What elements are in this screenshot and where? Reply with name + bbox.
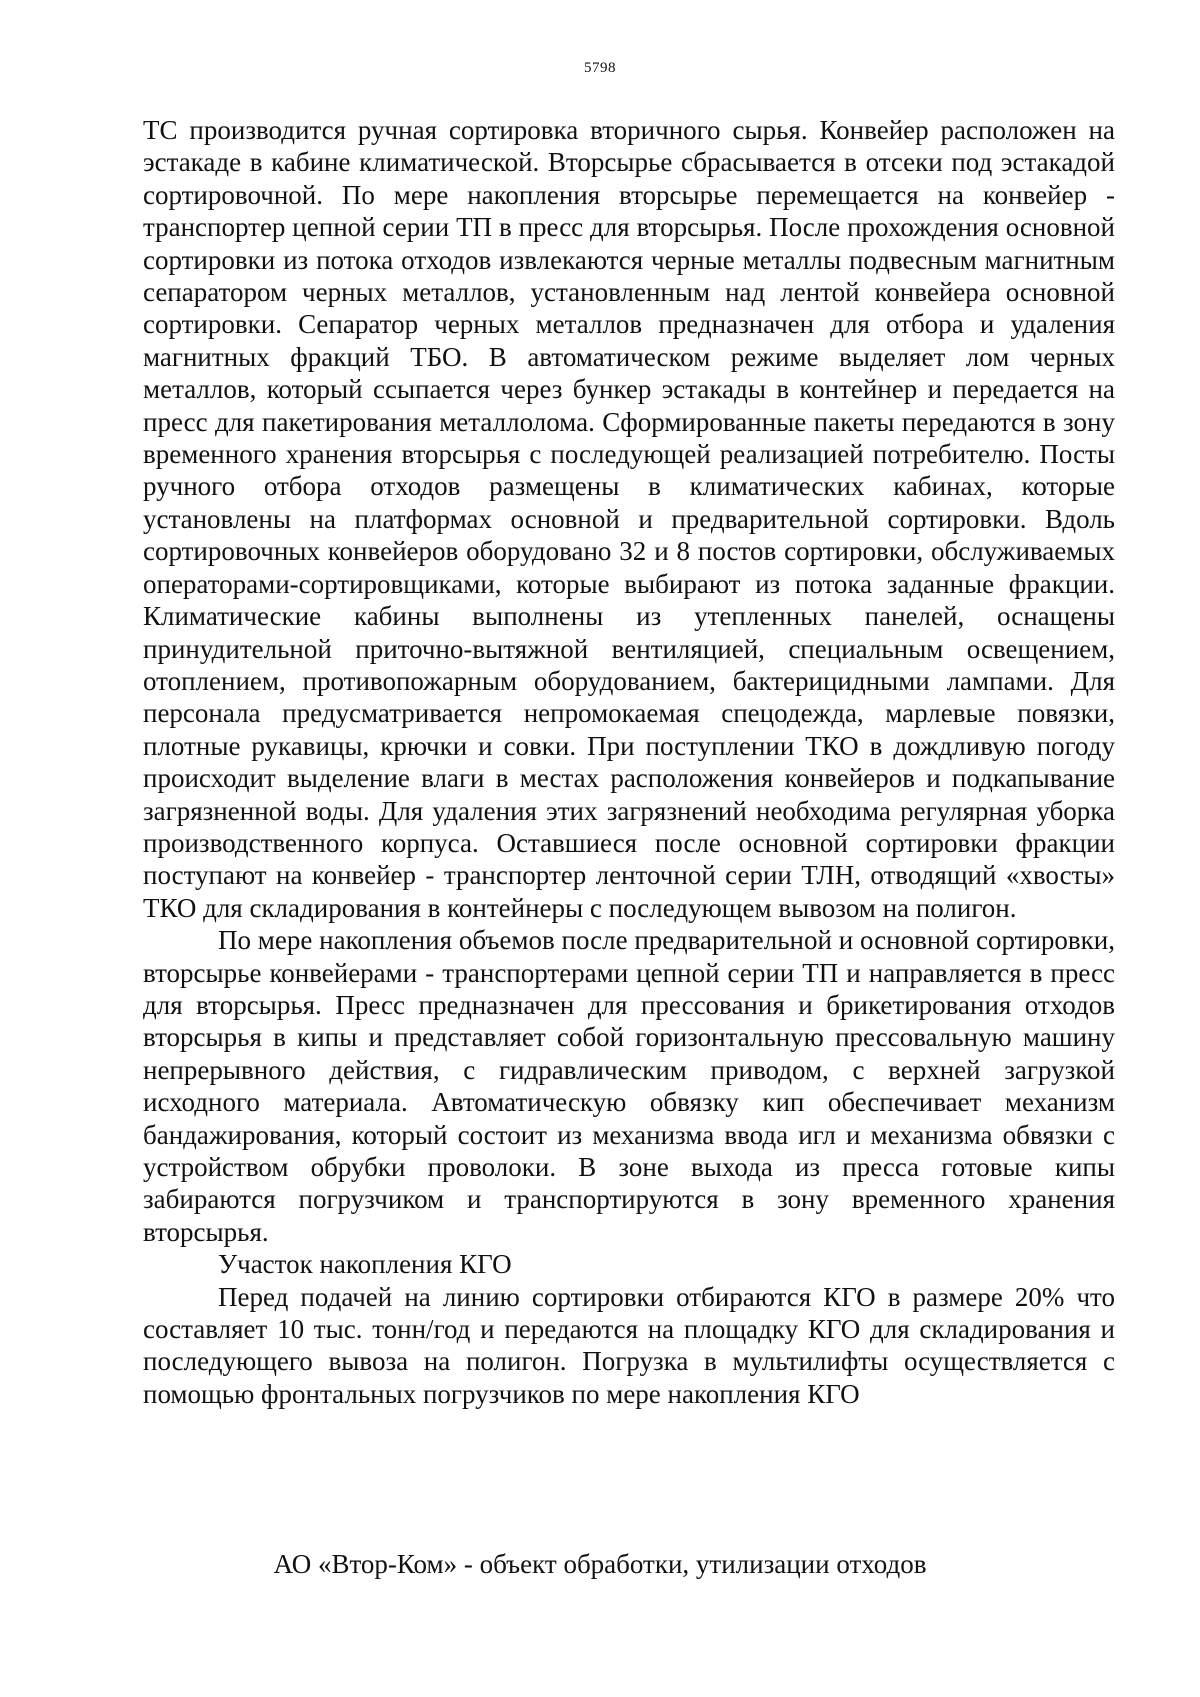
page-footer: АО «Втор-Ком» - объект обработки, утилизации отходов	[273, 1549, 927, 1579]
section-heading-kgo: Участок накопления КГО	[218, 1249, 512, 1280]
page-number: 5798	[584, 60, 616, 76]
paragraph-sorting-process: ТС производится ручная сортировка вторичного сырья. Конвейер расположен на эстакаде в кабине климатической. Вторсырье сбрасывается в отсеки под эстакадой сортировочной. По мере накопления вторсырье перемещается на конвейер - транспортер цепной серии ТП в пресс для вторсырья. После прохождения основной сортировки из потока отходов извлекаются черные металлы подвесным магнитным сепаратором черных металлов, установленным над лентой конвейера основной сортировки. Сепаратор черных металлов предназначен для отбора и удаления магнитных фракций ТБО. В автоматическом режиме выделяет лом черных металлов, который ссыпается через бункер эстакады в контейнер и передается на пресс для пакетирования металлолома. Сформированные пакеты передаются в зону временного хранения вторсырья с последующей реализацией потребителю. Посты ручного отбора отходов размещены в климатических кабинах, которые установлены на платформах основной и предварительной сортировки. Вдоль сортировочных конвейеров оборудовано 32 и 8 постов сортировки, обслуживаемых операторами-сортировщиками, которые выбирают из потока заданные фракции. Климатические кабины выполнены из утепленных панелей, оснащены принудительной приточно-вытяжной вентиляцией, специальным освещением, отоплением, противопожарным оборудованием, бактерицидными лампами. Для персонала предусматривается непромокаемая спецодежда, марлевые повязки, плотные рукавицы, крючки и совки. При поступлении ТКО в дождливую погоду происходит выделение влаги в местах расположения конвейеров и подкапывание загрязненной воды. Для удаления этих загрязнений необходима регулярная уборка производственного корпуса. Оставшиеся после основной сортировки фракции поступают на конвейер - транспортер ленточной серии ТЛН, отводящий «хвосты» ТКО для складирования в контейнеры с последующем вывозом на полигон.	[143, 115, 1115, 923]
document-body	[143, 114, 1115, 1410]
paragraph-press: По мере накопления объемов после предварительной и основной сортировки, вторсырье конвейерами - транспортерами цепной серии ТП и направляется в пресс для вторсырья. Пресс предназначен для прессования и брикетирования отходов вторсырья в кипы и представляет собой горизонтальную прессовальную машину непрерывного действия, с гидравлическим приводом, с верхней загрузкой исходного материала. Автоматическую обвязку кип обеспечивает механизм бандажирования, который состоит из механизма ввода игл и механизма обвязки с устройством обрубки проволоки. В зоне выхода из пресса готовые кипы забираются погрузчиком и транспортируются в зону временного хранения вторсырья.	[143, 925, 1115, 1247]
paragraph-kgo: Перед подачей на линию сортировки отбираются КГО в размере 20% что составляет 10 тыс. тонн/год и передаются на площадку КГО для складирования и последующего вывоза на полигон. Погрузка в мультилифты осуществляется с помощью фронтальных погрузчиков по мере накопления КГО	[143, 1281, 1115, 1409]
